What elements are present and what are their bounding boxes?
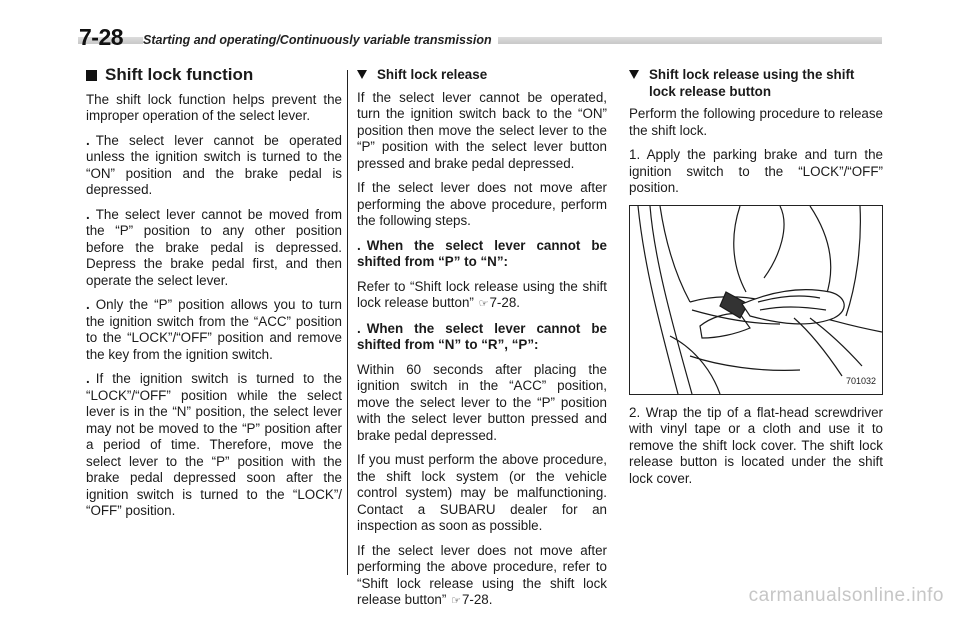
column-divider	[347, 70, 348, 575]
down-triangle-icon	[629, 70, 639, 79]
paragraph: If the select lever cannot be operated, turn the ignition switch back to the “ON” position then move the select lever to the “P” position with the select lever button pressed and brake pedal depressed.	[357, 89, 607, 171]
paragraph-text: If the select lever does not move after performing the above procedure, refer to “Shift lock release using the shift lock release button”	[357, 542, 607, 607]
column-right	[629, 67, 883, 495]
step-2: 2. Wrap the tip of a flat-head screwdriver with vinyl tape or a cloth and use it to remove the shift lock cover. The shift lock release button is located under the shift lock cover.	[629, 404, 883, 486]
bullet-item	[86, 133, 342, 199]
subsection-heading-text: Shift lock release	[377, 67, 488, 82]
section-title	[86, 67, 342, 84]
bullet-text: The select lever cannot be operated unless the ignition switch is turned to the “ON” position and the brake pedal is depressed.	[86, 132, 342, 197]
paragraph	[357, 543, 607, 610]
section-title-text: Shift lock function	[105, 65, 254, 84]
bullet-dot-icon: .	[86, 206, 90, 222]
bullet-text: The select lever cannot be moved from the “P” position to any other position before the brake pedal is depressed. Depress the brake pedal first, and then operate the select lever.	[86, 206, 342, 288]
down-triangle-icon	[357, 70, 367, 79]
case-title-text: When the select lever cannot be shifted from “N” to “R”, “P”:	[357, 320, 607, 352]
case-text: Refer to “Shift lock release using the shift lock release button”	[357, 278, 607, 310]
subsection-heading	[357, 67, 607, 84]
column-middle	[357, 67, 607, 618]
step-1: 1. Apply the parking brake and turn the ignition switch to the “LOCK”/“OFF” position.	[629, 147, 883, 195]
bullet-dot-icon: .	[86, 371, 90, 386]
case-title	[357, 321, 607, 354]
watermark: carmanualsonline.info	[748, 585, 944, 606]
bullet-dot-icon: .	[86, 297, 90, 312]
bullet-dot-icon: .	[86, 132, 90, 148]
paragraph: If the select lever does not move after performing the above procedure, perform the following steps.	[357, 180, 607, 228]
intro-paragraph: The shift lock function helps prevent the improper operation of the select lever.	[86, 91, 342, 123]
figure-code: 701032	[845, 376, 876, 386]
bullet-item	[86, 371, 342, 520]
running-header-title: Starting and operating/Continuously variable transmission	[143, 33, 498, 47]
bullet-dot-icon: .	[357, 320, 361, 336]
bullet-text: Only the “P” position allows you to turn the ignition switch from the “ACC” position to the “LOCK”/“OFF” position and remove the key from the ignition switch.	[86, 297, 342, 362]
page-number: 7-28	[79, 24, 124, 50]
bullet-dot-icon: .	[357, 237, 361, 253]
subsection-heading	[629, 67, 883, 100]
page-reference-link[interactable]: 7-28.	[489, 295, 521, 310]
column-left	[86, 67, 342, 528]
subsection-heading-text: Shift lock release using the shift lock release button	[649, 67, 855, 99]
case-title	[357, 238, 607, 271]
pointing-hand-icon: ☞	[478, 298, 489, 310]
paragraph: Perform the following procedure to release the shift lock.	[629, 106, 883, 138]
illustration-screwdriver-shift-lock-cover	[629, 205, 883, 395]
page-reference-link[interactable]: 7-28.	[461, 592, 493, 607]
bullet-item	[86, 297, 342, 363]
bullet-text: If the ignition switch is turned to the “LOCK”/“OFF” position while the select lever is in the “N” position, the select lever may not be moved to the “P” position after a period of time. Therefore, move the select lever to the “P” position with the brake pedal depressed soon after the ignition switch is turned to the “LOCK”/ “OFF” position.	[86, 371, 342, 518]
paragraph: Within 60 seconds after placing the ignition switch in the “ACC” position, move the select lever to the “P” position with the select lever button pressed and brake pedal depressed.	[357, 361, 607, 443]
pointing-hand-icon: ☞	[451, 595, 461, 607]
screwdriver-illustration	[630, 206, 882, 394]
paragraph: If you must perform the above procedure, the shift lock system (or the vehicle control system) may be malfunctioning. Contact a SUBARU dealer for an inspection as soon as possible.	[357, 452, 607, 533]
filled-square-icon	[86, 70, 97, 81]
case-title-text: When the select lever cannot be shifted from “P” to “N”:	[357, 237, 607, 269]
bullet-item	[86, 207, 342, 290]
paragraph	[357, 279, 607, 313]
